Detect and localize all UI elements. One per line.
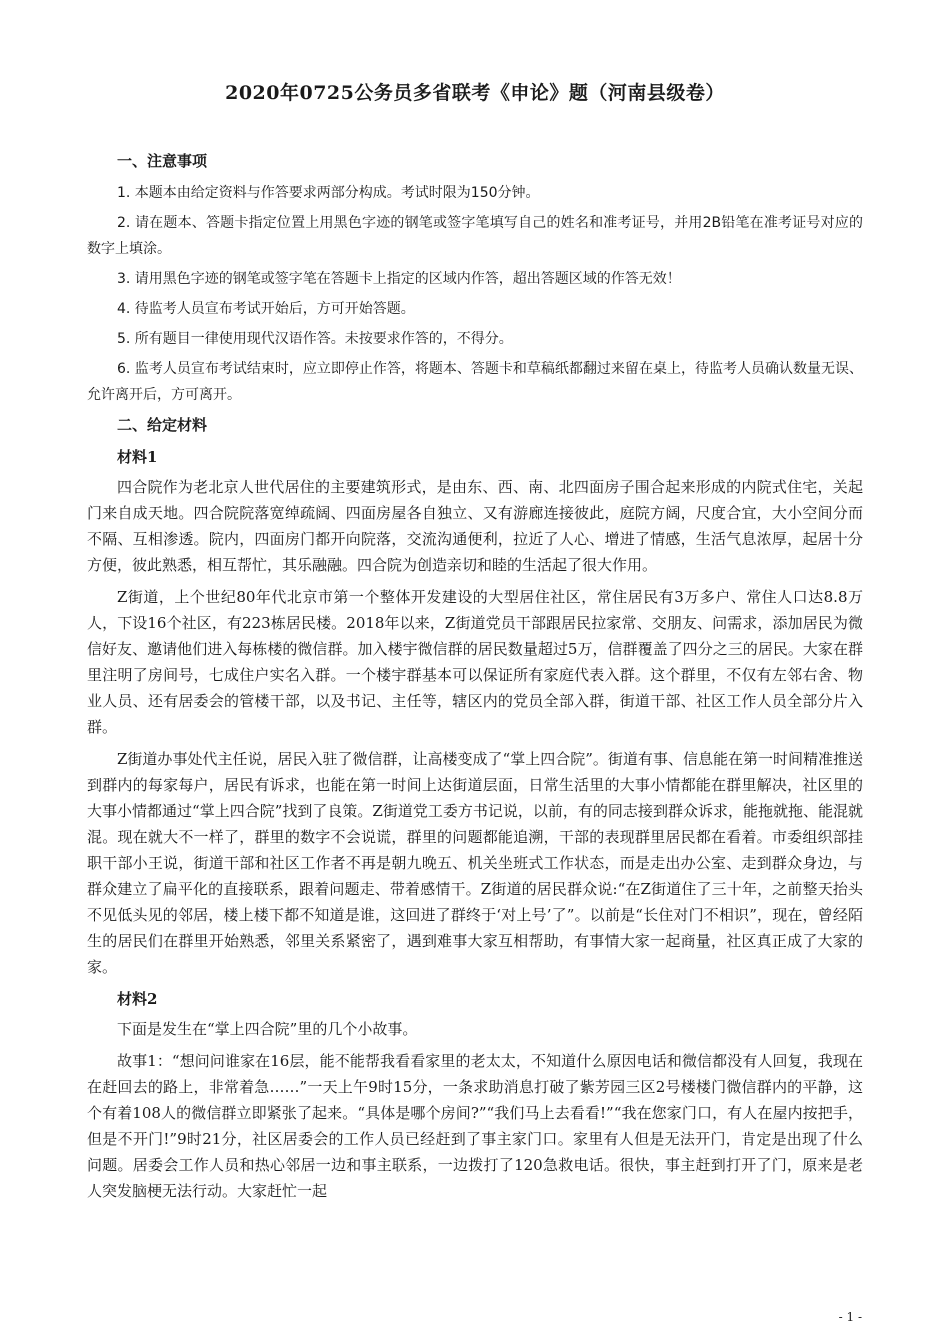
- document-title: 2020年0725公务员多省联考《申论》题（河南县级卷）: [225, 82, 725, 104]
- document-body: [87, 148, 863, 1210]
- notice-item: 3. 请用黑色字迹的钢笔或签字笔在答题卡上指定的区域内作答，超出答题区域的作答无效！: [117, 271, 681, 287]
- material-2-heading: 材料2: [117, 990, 158, 1008]
- notice-item: 1. 本题本由给定资料与作答要求两部分构成。考试时限为150分钟。: [117, 185, 540, 201]
- material-1-heading: 材料1: [117, 448, 158, 466]
- material-2-paragraph: 故事1：“想问问谁家在16层，能不能帮我看看家里的老太太，不知道什么原因电话和微信都没有人回复，我现在在赶回去的路上，非常着急……”一天上午9时15分，一条求助消息打破了紫芳园三区2号楼楼门微信群内的平静，这个有着108人的微信群立即紧张了起来。“具体是哪个房间?”“我们马上去看看!”“我在您家门口，有人在屋内按把手，但是不开门!”9时21分，社区居委会的工作人员已经赶到了事主家门口。家里有人但是无法开门，肯定是出现了什么问题。居委会工作人员和热心邻居一边和事主联系，一边拨打了120急救电话。很快，事主赶到打开了门，原来是老人突发脑梗无法行动。大家赶忙一起: [87, 1052, 863, 1200]
- notice-item: 2. 请在题本、答题卡指定位置上用黑色字迹的钢笔或签字笔填写自己的姓名和准考证号，并用2B铅笔在准考证号对应的数字上填涂。: [87, 215, 863, 257]
- material-2-paragraph: 下面是发生在“掌上四合院”里的几个小故事。: [117, 1020, 418, 1038]
- notice-item: 6. 监考人员宣布考试结束时，应立即停止作答，将题本、答题卡和草稿纸都翻过来留在桌上，待监考人员确认数量无误、允许离开后，方可离开。: [87, 361, 863, 403]
- material-1-paragraph: Z街道办事处代主任说，居民入驻了微信群，让高楼变成了“掌上四合院”。街道有事、信息能在第一时间精准推送到群内的每家每户，居民有诉求，也能在第一时间上达街道层面，日常生活里的大事小情都能在群里解决，社区里的大事小情都通过“掌上四合院”找到了良策。Z街道党工委方书记说，以前，有的同志接到群众诉求，能拖就拖、能混就混。现在就大不一样了，群里的数字不会说谎，群里的问题都能追溯，干部的表现群里居民都在看着。市委组织部挂职干部小王说，街道干部和社区工作者不再是朝九晚五、机关坐班式工作状态，而是走出办公室、走到群众身边，与群众建立了扁平化的直接联系，跟着问题走、带着感情干。Z街道的居民群众说:“在Z街道住了三十年，之前整天抬头不见低头见的邻居，楼上楼下都不知道是谁，这回进了群终于‘对上号’了”。以前是“长住对门不相识”，现在，曾经陌生的居民们在群里开始熟悉，邻里关系紧密了，遇到难事大家互相帮助，有事情大家一起商量，社区真正成了大家的家。: [87, 750, 863, 976]
- material-1-paragraph: Z街道，上个世纪80年代北京市第一个整体开发建设的大型居住社区，常住居民有3万多户、常住人口达8.8万人，下设16个社区，有223栋居民楼。2018年以来，Z街道党员干部跟居民拉家常、交朋友、问需求，添加居民为微信好友、邀请他们进入每栋楼的微信群。加入楼宇微信群的居民数量超过5万，信群覆盖了四分之三的居民。大家在群里注明了房间号，七成住户实名入群。一个楼宇群基本可以保证所有家庭代表入群。这个群里，不仅有左邻右舍、物业人员、还有居委会的管楼干部，以及书记、主任等，辖区内的党员全部入群，街道干部、社区工作人员全部分片入群。: [87, 588, 863, 736]
- notice-heading: 一、注意事项: [117, 152, 208, 170]
- materials-heading: 二、给定材料: [117, 416, 208, 434]
- page-number: - 1 -: [838, 1310, 862, 1324]
- notice-item: 5. 所有题目一律使用现代汉语作答。未按要求作答的，不得分。: [117, 331, 513, 347]
- notice-item: 4. 待监考人员宣布考试开始后，方可开始答题。: [117, 301, 415, 317]
- material-1-paragraph: 四合院作为老北京人世代居住的主要建筑形式，是由东、西、南、北四面房子围合起来形成的内院式住宅，关起门来自成天地。四合院院落宽绰疏阔、四面房屋各自独立、又有游廊连接彼此，庭院方阔，尺度合宜，大小空间分而不隔、互相渗透。院内，四面房门都开向院落，交流沟通便利，拉近了人心、增进了情感，生活气息浓厚，起居十分方便，彼此熟悉，相互帮忙，其乐融融。四合院为创造亲切和睦的生活起了很大作用。: [87, 478, 863, 574]
